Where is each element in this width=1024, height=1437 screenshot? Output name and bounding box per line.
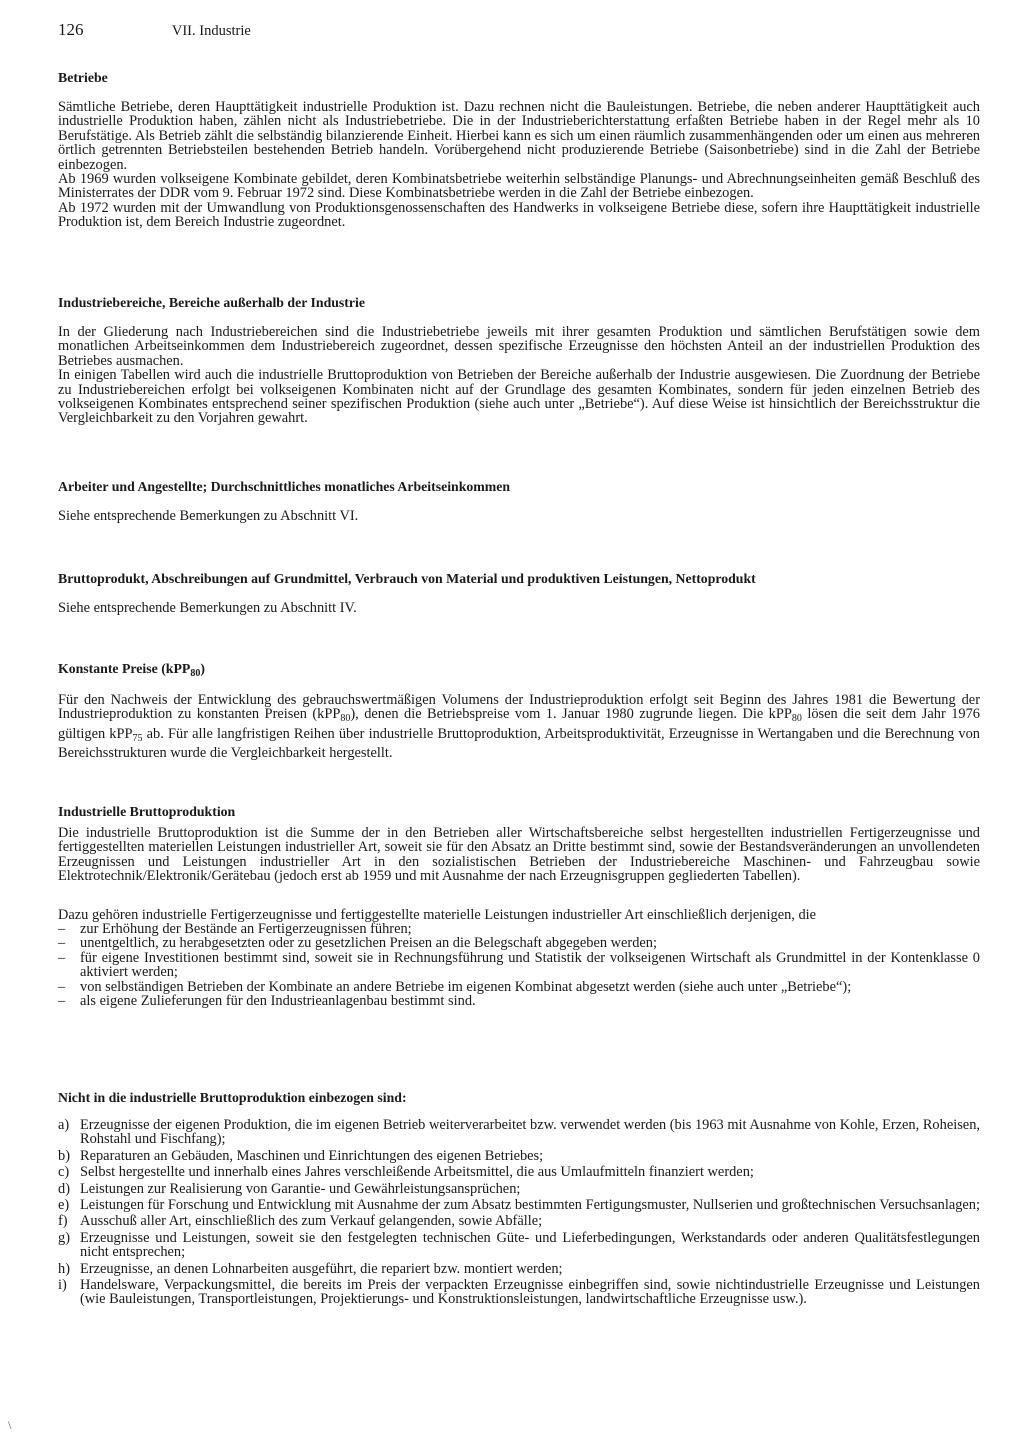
- page-number: 126: [58, 20, 84, 39]
- paragraph: Ab 1972 wurden mit der Umwandlung von Produktionsgenossenschaften des Handwerks in volkseigene Betriebe diese, sofern ihre Haupttätigkeit industrielle Produktion ist, dem Bereich Industrie zugeordnet.: [58, 199, 980, 231]
- paragraph: Siehe entsprechende Bemerkungen zu Abschnitt IV.: [58, 600, 357, 616]
- list-item: f) Ausschuß aller Art, einschließlich des zum Verkauf gelangenden, sowie Abfälle;: [58, 1213, 543, 1230]
- section-title: Industriebereiche, Bereiche außerhalb der Industrie: [58, 295, 365, 310]
- page-header: [58, 20, 251, 40]
- list-item: – als eigene Zulieferungen für den Industrieanlagenbau bestimmt sind.: [58, 993, 476, 1010]
- paragraph: Die industrielle Bruttoproduktion ist die Summe der in den Betrieben aller Wirtschaftsbereiche selbst hergestellten industriellen Fertigerzeugnisse und fertiggestellten materiellen Leistungen industrieller Art, soweit sie für den Absatz an Dritte bestimmt sind, sowie der Bestandsveränderungen an unvollendeten Erzeugnissen und Leistungen industrieller Art in den sozialistischen Betrieben der Industriebereiche Maschinen- und Fahrzeugbau sowie Elektrotechnik/Elektronik/Gerätebau (jedoch erst ab 1959 und mit Ausnahme der nach Erzeugnisgruppen gegliederten Tabellen).: [58, 825, 980, 885]
- section-title: Bruttoprodukt, Abschreibungen auf Grundmittel, Verbrauch von Material und produktiven Leistungen, Nettoprodukt: [58, 571, 756, 586]
- exclusion-list: [58, 1118, 980, 1307]
- section-title: Industrielle Bruttoproduktion: [58, 804, 236, 819]
- paragraph: Dazu gehören industrielle Fertigerzeugnisse und fertiggestellte materielle Leistungen industrieller Art einschließlich derjenigen, die: [58, 906, 817, 923]
- section-industrielle-bruttoproduktion: [58, 804, 980, 1008]
- inclusion-list: [58, 922, 980, 1008]
- scan-mark: \: [8, 1418, 12, 1432]
- list-item: h) Erzeugnisse, an denen Lohnarbeiten ausgeführt, die repariert bzw. montiert werden;: [58, 1260, 563, 1277]
- section-industriebereiche: [58, 295, 980, 426]
- paragraph: Sämtliche Betriebe, deren Haupttätigkeit industrielle Produktion ist. Dazu rechnen nicht die Bauleistungen. Betriebe, die neben anderer Haupttätigkeit auch industrielle Produktion haben, zählen nicht als Industriebetriebe. Die in der Industrieberichterstattung erfaßten Betriebe haben in der Regel mehr als 10 Berufstätige. Als Betrieb zählt die selbständig bilanzierende Einheit. Hierbei kann es sich um einen räumlich zusammenhängenden oder um einen aus mehreren örtlich getrennten Betriebsteilen bestehenden Betrieb handeln. Vorübergehend nicht produzierende Betriebe (Saisonbetriebe) sind in die Zahl der Betriebe einbezogen.: [58, 99, 980, 173]
- paragraph: In einigen Tabellen wird auch die industrielle Bruttoproduktion von Betrieben der Bereiche außerhalb der Industrie ausgewiesen. Die Zuordnung der Betriebe zu Industriebereichen erfolgt bei volkseigenen Kombinaten nicht auf der Grundlage des gesamten Kombinates, sondern für jeden einzelnen Betrieb des volkseigenen Kombinates entsprechend seiner spezifischen Produktion (siehe auch unter „Betriebe“). Auf diese Weise ist hinsichtlich der Bereichsstruktur die Vergleichbarkeit zu den Vorjahren gewahrt.: [58, 367, 980, 427]
- section-konstante-preise: [58, 661, 980, 761]
- paragraph: Siehe entsprechende Bemerkungen zu Abschnitt VI.: [58, 508, 359, 524]
- list-item: c) Selbst hergestellte und innerhalb eines Jahres verschleißende Arbeitsmittel, die aus Umlaufmitteln finanziert werden;: [58, 1164, 754, 1181]
- list-item: e) Leistungen für Forschung und Entwicklung mit Ausnahme der zum Absatz bestimmten Fertigungsmuster, Nullserien und großtechnischen Versuchsanlagen;: [58, 1197, 981, 1214]
- list-item: a) Erzeugnisse der eigenen Produktion, die im eigenen Betrieb weiterverarbeitet bzw. verwendet werden (bis 1963 mit Ausnahme von Kohle, Erzen, Roheisen, Rohstahl und Fischfang);: [58, 1117, 980, 1148]
- section-arbeiter: [58, 479, 980, 523]
- section-betriebe: [58, 70, 980, 230]
- list-item: i) Handelsware, Verpackungsmittel, die bereits im Preis der verpackten Erzeugnisse einbegriffen sind, sowie nichtindustrielle Erzeugnisse und Leistungen (wie Bauleistungen, Transportleistungen, Projektierungs- und Konstruktionsleistungen, landwirtschaftliche Erzeugnisse usw.).: [58, 1277, 980, 1308]
- list-item: – von selbständigen Betrieben der Kombinate an andere Betriebe im eigenen Kombinat abgesetzt werden (siehe auch unter „Betriebe“);: [58, 978, 852, 995]
- list-item: b) Reparaturen an Gebäuden, Maschinen und Einrichtungen des eigenen Betriebes;: [58, 1147, 544, 1164]
- list-item: – für eigene Investitionen bestimmt sind, soweit sie in Rechnungsführung und Statistik der volkseigenen Wirtschaft als Grundmittel in der Kontenklasse 0 aktiviert werden;: [58, 949, 980, 981]
- paragraph: Für den Nachweis der Entwicklung des gebrauchswertmäßigen Volumens der Industrieproduktion erfolgt seit Beginn des Jahres 1981 die Bewertung der Industrieproduktion zu konstanten Preisen (kPP$_{80}$), denen die Betriebspreise vom 1. Januar 1980 zugrunde liegen. Die kPP$_{80}$ lösen die seit dem Jahr 1976 gültigen kPP$_{75}$ ab. Für alle langfristigen Reihen über industrielle Bruttoproduktion, Arbeitsproduktivität, Erzeugnisse in Wertangaben und die Berechnung von Bereichsstrukturen wurde die Vergleichbarkeit hergestellt.: [58, 692, 980, 762]
- section-title: Konstante Preise (kPP$_{80}$): [58, 661, 205, 679]
- section-title: Betriebe: [58, 70, 108, 85]
- section-nicht-einbezogen: [58, 1090, 980, 1309]
- section-title: Arbeiter und Angestellte; Durchschnittliches monatliches Arbeitseinkommen: [58, 479, 511, 494]
- list-item: – unentgeltlich, zu herabgesetzten oder zu gesetzlichen Preisen an die Belegschaft abgegeben werden;: [58, 935, 657, 952]
- section-title: Nicht in die industrielle Bruttoproduktion einbezogen sind:: [58, 1090, 407, 1105]
- list-item: d) Leistungen zur Realisierung von Garantie- und Gewährleistungsansprüchen;: [58, 1180, 521, 1197]
- paragraph: In der Gliederung nach Industriebereichen sind die Industriebetriebe jeweils mit ihrer gesamten Produktion und sämtlichen Berufstätigen sowie dem monatlichen Arbeitseinkommen dem Industriebereich zugeordnet, dessen spezifische Erzeugnisse den höchsten Anteil an der industriellen Produktion des Betriebes ausmachen.: [58, 324, 980, 369]
- chapter-title: VII. Industrie: [171, 23, 251, 39]
- section-bruttoprodukt: [58, 571, 980, 615]
- list-item: – zur Erhöhung der Bestände an Fertigerzeugnissen führen;: [58, 921, 412, 938]
- list-item: g) Erzeugnisse und Leistungen, soweit sie den festgelegten technischen Güte- und Lieferbedingungen, Werkstandards oder anderen Qualitätsfestlegungen nicht entsprechen;: [58, 1229, 980, 1261]
- paragraph: Ab 1969 wurden volkseigene Kombinate gebildet, deren Kombinatsbetriebe weiterhin selbständige Planungs- und Abrechnungseinheiten gemäß Beschluß des Ministerrates der DDR vom 9. Februar 1972 sind. Diese Kombinatsbetriebe werden in die Zahl der Betriebe einbezogen.: [58, 171, 980, 202]
